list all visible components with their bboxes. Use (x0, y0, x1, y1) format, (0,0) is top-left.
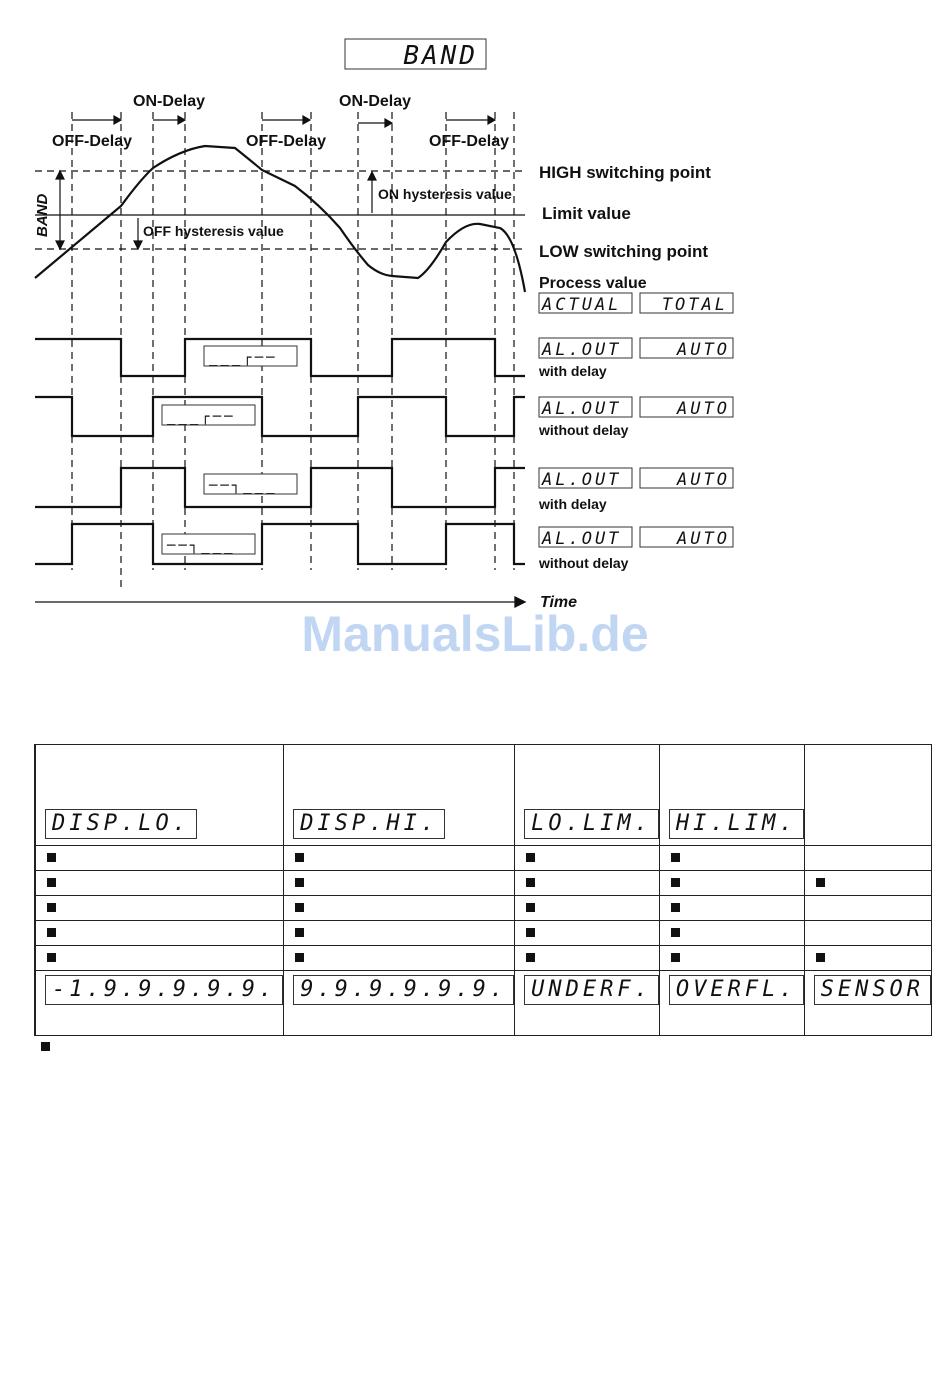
output-row-4-caption: without delay (539, 555, 629, 571)
table-cell (659, 896, 804, 921)
square-marker (671, 853, 680, 862)
square-marker (295, 953, 304, 962)
output-waveform-4 (35, 524, 525, 564)
header-cell-disp-lo (36, 745, 284, 846)
delay-arrows (72, 116, 495, 127)
total-display-text: TOTAL (661, 295, 728, 315)
output-waveform-2 (35, 397, 525, 436)
time-label: Time (540, 594, 578, 611)
high-switching-label: HIGH switching point (539, 163, 711, 182)
output-row-1-display-a: AL.OUT (542, 340, 622, 360)
table-cell (659, 871, 804, 896)
on-delay-label-2: ON-Delay (339, 93, 412, 110)
square-marker (295, 878, 304, 887)
square-marker (295, 853, 304, 862)
table-cell (284, 846, 515, 871)
square-marker (671, 903, 680, 912)
square-marker (526, 928, 535, 937)
table-row (35, 896, 932, 921)
output-row-2-display-b: AUTO (677, 399, 730, 419)
table-cell (804, 921, 931, 946)
output-symbol-4: ──┐___ (167, 538, 236, 554)
table-header-row (35, 745, 932, 846)
square-marker (47, 903, 56, 912)
square-marker (295, 928, 304, 937)
square-marker (47, 878, 56, 887)
table-cell (284, 871, 515, 896)
header-cell-disp-hi (284, 745, 515, 846)
square-marker (671, 953, 680, 962)
limit-value-label: Limit value (542, 204, 631, 223)
table-row (35, 946, 932, 971)
off-delay-label-3: OFF-Delay (429, 133, 510, 150)
output-row-1-displays (538, 338, 733, 379)
off-hysteresis-label: OFF hysteresis value (143, 223, 284, 239)
underflow-display: UNDERF. (524, 975, 659, 1005)
output-row-2-display-a: AL.OUT (542, 399, 622, 419)
value-cell-high (284, 971, 515, 1036)
process-value-label: Process value (539, 275, 647, 292)
band-display-text: BAND (403, 41, 478, 71)
band-label: BAND (34, 193, 51, 237)
value-cell-low (36, 971, 284, 1036)
table-cell (36, 871, 284, 896)
table-cell (36, 896, 284, 921)
output-row-2-caption: without delay (539, 422, 629, 438)
square-marker (526, 953, 535, 962)
off-delay-label-2: OFF-Delay (246, 133, 327, 150)
header-cell-lo-lim (515, 745, 660, 846)
on-hysteresis-label: ON hysteresis value (378, 186, 512, 202)
table-row (35, 871, 932, 896)
table-cell (515, 921, 660, 946)
output-row-2-displays (538, 397, 733, 438)
table-cell (804, 896, 931, 921)
output-row-4-displays (538, 527, 733, 571)
table-row (35, 921, 932, 946)
table-cell (659, 846, 804, 871)
high-value-display: 9.9.9.9.9.9. (293, 975, 514, 1005)
square-marker (816, 878, 825, 887)
output-row-3-display-a: AL.OUT (542, 470, 622, 490)
square-marker (671, 878, 680, 887)
table-cell (284, 896, 515, 921)
output-row-3-displays (538, 468, 733, 512)
square-marker (671, 928, 680, 937)
legend-square-marker (41, 1042, 50, 1051)
watermark: ManualsLib.de (301, 606, 649, 662)
disp-lo-display: DISP.LO. (45, 809, 197, 839)
output-row-1-display-b: AUTO (677, 340, 730, 360)
table-cell (36, 946, 284, 971)
header-cell-5 (804, 745, 931, 846)
table-cell (36, 921, 284, 946)
table-cell (515, 846, 660, 871)
output-symbol-2: ___┌── (167, 409, 236, 425)
value-cell-overflow (659, 971, 804, 1036)
table-cell (659, 946, 804, 971)
low-value-display: -1.9.9.9.9.9. (45, 975, 283, 1005)
on-delay-label-1: ON-Delay (133, 93, 206, 110)
hi-lim-display: HI.LIM. (669, 809, 804, 839)
square-marker (526, 853, 535, 862)
header-cell-hi-lim (659, 745, 804, 846)
output-symbol-1: ___┌── (209, 350, 278, 366)
value-cell-underflow (515, 971, 660, 1036)
square-marker (526, 903, 535, 912)
table-row (35, 846, 932, 871)
square-marker (816, 953, 825, 962)
square-marker (47, 853, 56, 862)
square-marker (295, 903, 304, 912)
square-marker (47, 953, 56, 962)
disp-hi-display: DISP.HI. (293, 809, 445, 839)
output-row-4-display-a: AL.OUT (542, 529, 622, 549)
table-value-row (35, 971, 932, 1036)
table-cell (515, 871, 660, 896)
table-cell (804, 846, 931, 871)
square-marker (526, 878, 535, 887)
square-marker (47, 928, 56, 937)
table-cell (284, 921, 515, 946)
off-delay-label-1: OFF-Delay (52, 133, 133, 150)
sensor-display: SENSOR (814, 975, 931, 1005)
output-row-3-display-b: AUTO (677, 470, 730, 490)
lo-lim-display: LO.LIM. (524, 809, 659, 839)
output-row-1-caption: with delay (539, 363, 607, 379)
process-value-curve (35, 146, 525, 292)
actual-display-text: ACTUAL (542, 295, 622, 315)
table-cell (804, 871, 931, 896)
table-cell (515, 896, 660, 921)
output-symbol-3: ──┐___ (209, 478, 278, 494)
output-row-4-display-b: AUTO (677, 529, 730, 549)
table-cell (36, 846, 284, 871)
low-switching-label: LOW switching point (539, 242, 709, 261)
table-cell (804, 946, 931, 971)
table-cell (284, 946, 515, 971)
output-row-3-caption: with delay (539, 496, 607, 512)
band-arrow (56, 171, 64, 249)
value-cell-sensor (804, 971, 931, 1036)
table-cell (659, 921, 804, 946)
overflow-display: OVERFL. (669, 975, 804, 1005)
error-indication-table (34, 744, 932, 1036)
table-cell (515, 946, 660, 971)
